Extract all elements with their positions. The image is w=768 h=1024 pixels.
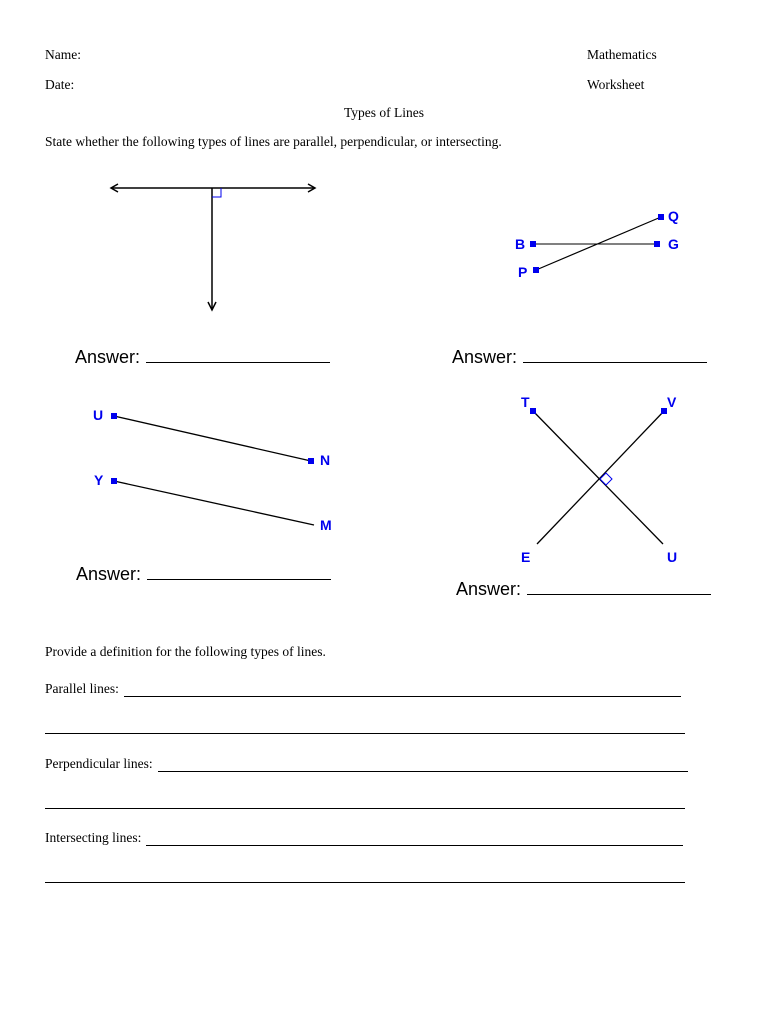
label-u2: U — [667, 549, 678, 565]
figure-parallel-un-ym — [93, 407, 332, 533]
definition-label-intersecting: Intersecting lines: — [45, 830, 142, 845]
answer-label: Answer: — [456, 579, 522, 599]
label-g: G — [668, 236, 679, 252]
page-title: Types of Lines — [343, 105, 425, 120]
answer-label: Answer: — [75, 347, 141, 367]
definition-perpendicular-blank[interactable] — [158, 757, 688, 772]
answer-label: Answer: — [76, 564, 142, 584]
point-n — [308, 458, 314, 464]
point-p — [533, 267, 539, 273]
figure-perpendicular-x — [521, 394, 677, 565]
definitions-prompt: Provide a definition for the following types of lines. — [45, 644, 326, 659]
segment-ym — [114, 481, 314, 525]
answer-1-blank[interactable] — [146, 344, 330, 363]
figure-perpendicular-t — [111, 184, 315, 310]
label-t: T — [521, 394, 530, 410]
label-u: U — [93, 407, 104, 423]
answer-2 — [452, 344, 707, 368]
label-m: M — [320, 517, 332, 533]
answer-4 — [456, 576, 711, 600]
point-y — [111, 478, 117, 484]
answer-3-blank[interactable] — [147, 561, 331, 580]
segment-un — [114, 416, 311, 461]
label-p: P — [518, 264, 528, 280]
label-n: N — [320, 452, 331, 468]
right-angle-marker — [212, 188, 221, 197]
instructions: State whether the following types of lines are parallel, perpendicular, or intersecting. — [45, 134, 502, 149]
subject-label: Mathematics — [587, 47, 657, 62]
answer-1 — [75, 344, 330, 368]
point-u — [111, 413, 117, 419]
label-e: E — [521, 549, 531, 565]
definition-intersecting-blank[interactable] — [146, 831, 683, 846]
point-g — [654, 241, 660, 247]
label-y: Y — [94, 472, 104, 488]
right-angle-marker — [600, 473, 612, 485]
name-label: Name: — [45, 47, 81, 62]
definition-parallel — [45, 681, 681, 697]
figure-intersecting-bg-pq — [515, 208, 679, 280]
definition-parallel-line-2[interactable] — [45, 732, 685, 734]
definition-intersecting-line-2[interactable] — [45, 881, 685, 883]
answer-3 — [76, 561, 331, 585]
label-b: B — [515, 236, 526, 252]
answer-2-blank[interactable] — [523, 344, 707, 363]
point-t — [530, 408, 536, 414]
date-label: Date: — [45, 77, 75, 92]
segment-ve — [537, 411, 664, 544]
segment-tu — [533, 411, 663, 544]
definition-label-perpendicular: Perpendicular lines: — [45, 756, 153, 771]
definition-label-parallel: Parallel lines: — [45, 681, 119, 696]
answer-4-blank[interactable] — [527, 576, 711, 595]
label-q: Q — [668, 208, 679, 224]
definition-perpendicular — [45, 756, 688, 772]
definition-intersecting — [45, 830, 683, 846]
label-v: V — [667, 394, 677, 410]
doc-type-label: Worksheet — [587, 77, 645, 92]
point-b — [530, 241, 536, 247]
definition-parallel-blank[interactable] — [124, 682, 681, 697]
definition-perpendicular-line-2[interactable] — [45, 807, 685, 809]
point-q — [658, 214, 664, 220]
answer-label: Answer: — [452, 347, 518, 367]
